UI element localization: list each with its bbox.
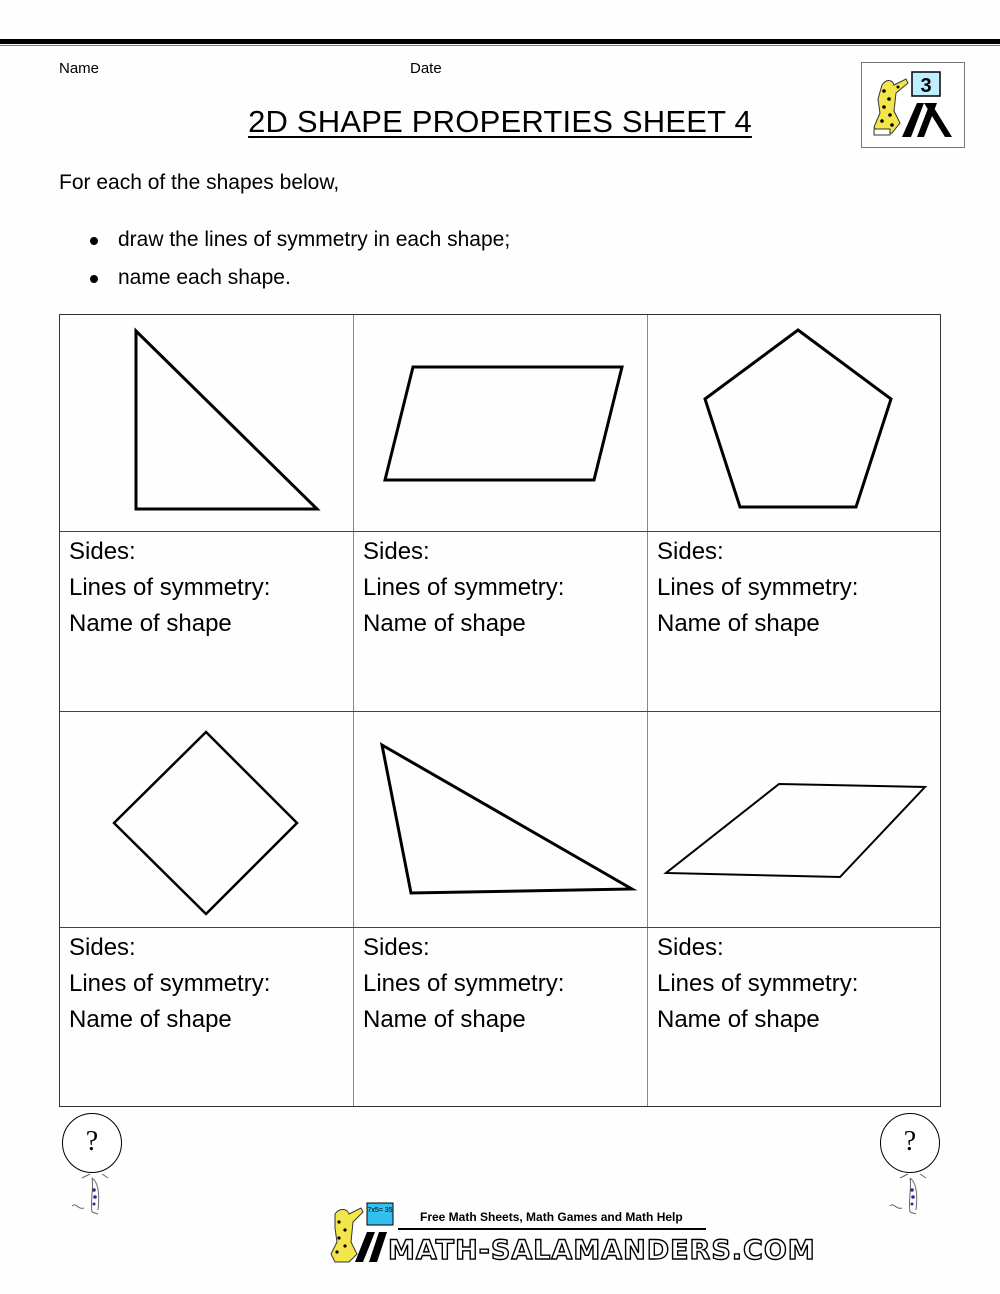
symmetry-label: Lines of symmetry: <box>69 970 271 997</box>
shape-name-label: Name of shape <box>363 610 526 637</box>
svg-text:7x5= 35: 7x5= 35 <box>367 1207 393 1214</box>
shape-info-cell <box>60 928 353 1107</box>
shape-cell-rhombus <box>648 712 941 927</box>
instructions-intro: For each of the shapes below, <box>59 171 340 194</box>
page-title: 2D SHAPE PROPERTIES SHEET 4 <box>248 104 752 139</box>
sides-label: Sides: <box>657 934 724 961</box>
grade-logo <box>861 62 965 148</box>
rhombus-shape <box>648 712 941 927</box>
sides-label: Sides: <box>657 538 724 565</box>
shape-info-cell <box>354 532 647 711</box>
right-triangle-shape <box>60 315 353 531</box>
shape-cell-square-diamond <box>60 712 353 927</box>
shape-cell-right-triangle <box>60 315 353 531</box>
site-logo-icon <box>325 1200 395 1268</box>
shape-info-cell <box>354 928 647 1107</box>
shape-name-label: Name of shape <box>657 1006 820 1033</box>
symmetry-label: Lines of symmetry: <box>363 970 565 997</box>
shape-cell-pentagon <box>648 315 941 531</box>
symmetry-label: Lines of symmetry: <box>657 970 859 997</box>
date-label: Date <box>410 60 442 77</box>
sides-label: Sides: <box>69 934 136 961</box>
help-question-left: ? <box>62 1113 122 1173</box>
symmetry-label: Lines of symmetry: <box>657 574 859 601</box>
shape-name-label: Name of shape <box>69 610 232 637</box>
shape-info-cell <box>648 928 941 1107</box>
footer-tagline: Free Math Sheets, Math Games and Math Help <box>420 1210 683 1224</box>
svg-text:3: 3 <box>920 75 932 97</box>
shapes-table <box>59 314 941 1107</box>
instruction-item: draw the lines of symmetry in each shape; <box>90 226 510 264</box>
top-rule <box>0 39 1000 44</box>
shape-name-label: Name of shape <box>363 1006 526 1033</box>
sides-label: Sides: <box>69 538 136 565</box>
scalene-triangle-shape <box>354 712 647 927</box>
instructions-list <box>90 226 510 302</box>
instruction-item: name each shape. <box>90 264 510 302</box>
shape-info-cell <box>648 532 941 711</box>
name-label: Name <box>59 60 100 77</box>
pentagon-shape <box>648 315 941 531</box>
salamander-right-icon <box>880 1170 940 1220</box>
footer-rule <box>398 1228 706 1230</box>
symmetry-label: Lines of symmetry: <box>69 574 271 601</box>
salamander-logo-icon <box>862 63 964 147</box>
top-rule-thin <box>0 45 1000 46</box>
square-diamond-shape <box>60 712 353 927</box>
help-question-right: ? <box>880 1113 940 1173</box>
salamander-left-icon <box>62 1170 122 1220</box>
shape-name-label: Name of shape <box>657 610 820 637</box>
shape-name-label: Name of shape <box>69 1006 232 1033</box>
shape-info-cell <box>60 532 353 711</box>
sides-label: Sides: <box>363 538 430 565</box>
shape-cell-scalene-triangle <box>354 712 647 927</box>
footer-site-link[interactable]: MATH-SALAMANDERS.COM <box>388 1235 816 1266</box>
symmetry-label: Lines of symmetry: <box>363 574 565 601</box>
sides-label: Sides: <box>363 934 430 961</box>
parallelogram-shape <box>354 315 647 531</box>
shape-cell-parallelogram <box>354 315 647 531</box>
